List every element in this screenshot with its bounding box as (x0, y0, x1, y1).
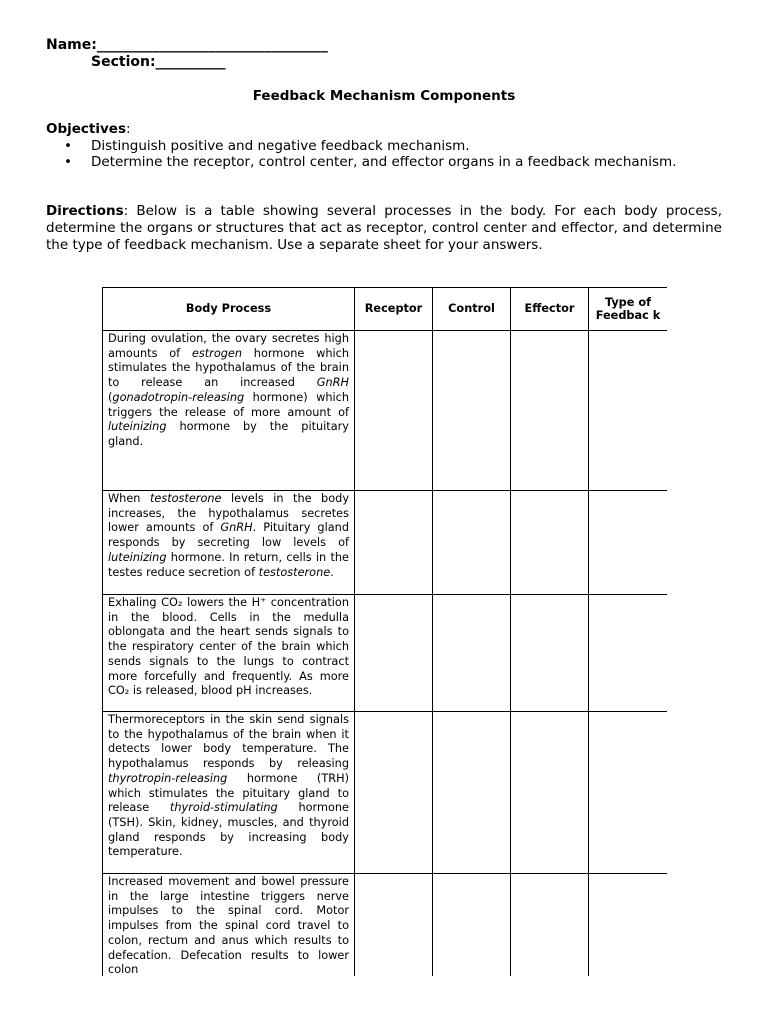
italic-term: estrogen (191, 346, 243, 360)
feedback-type-answer-cell (589, 874, 668, 977)
control-answer-cell (433, 595, 511, 712)
feedback-type-answer-cell (589, 491, 668, 595)
receptor-answer-cell (355, 874, 433, 977)
control-answer-cell (433, 491, 511, 595)
header-receptor: Receptor (355, 288, 433, 331)
process-text: hormone which stimulates the hypothalamus of the brain to release an increased (108, 346, 350, 390)
directions-text: : Below is a table showing several processes in the body. For each body process, determine the organs or structures that act as receptor, control center and effector, and determine the type of feedback mechanism. Use a separate sheet for your answers. (46, 203, 722, 253)
effector-answer-cell (511, 491, 589, 595)
control-answer-cell (433, 712, 511, 874)
effector-answer-cell (511, 595, 589, 712)
receptor-answer-cell (355, 595, 433, 712)
name-field-label: Name:_________________________________ (46, 37, 328, 53)
process-text: hormone) which triggers the release of more amount of (108, 390, 349, 419)
body-process-cell (103, 874, 355, 977)
objectives-heading: Objectives (46, 121, 126, 137)
objective-item: • Distinguish positive and negative feedback mechanism. (46, 138, 722, 155)
process-text: ( (108, 390, 113, 404)
italic-term: thyroid-stimulating (169, 801, 278, 815)
section-field-label: Section:__________ (91, 54, 226, 70)
italic-term: thyrotropin-releasing (108, 771, 228, 785)
process-text: hormone by the pituitary gland. (108, 420, 349, 448)
objective-item: • Determine the receptor, control center, and effector organs in a feedback mechanism. (46, 154, 722, 171)
control-answer-cell (433, 331, 511, 491)
process-text: . Pituitary gland responds by secreting low levels of (108, 521, 349, 550)
table-row (103, 874, 668, 977)
feedback-table (102, 287, 667, 976)
italic-term: luteinizing (108, 420, 167, 434)
feedback-table-container (102, 287, 667, 976)
body-process-cell (103, 712, 355, 874)
objectives-colon: : (126, 121, 131, 137)
body-process-cell (103, 331, 355, 491)
italic-term: GnRH (220, 521, 253, 535)
italic-term: testosterone (258, 565, 331, 579)
process-text: hormone. In return, cells in the testes reduce secretion of (108, 550, 349, 579)
receptor-answer-cell (355, 331, 433, 491)
italic-term: GnRH (316, 376, 349, 390)
table-row (103, 491, 668, 595)
body-process-cell (103, 491, 355, 595)
process-text: During ovulation, the ovary secretes high amounts of (108, 332, 349, 360)
italic-term: luteinizing (108, 550, 167, 564)
directions-block (46, 203, 722, 254)
effector-answer-cell (511, 331, 589, 491)
table-header-row (103, 288, 668, 331)
feedback-type-answer-cell (589, 331, 668, 491)
feedback-type-answer-cell (589, 712, 668, 874)
italic-term: gonadotropin-releasing (112, 390, 245, 404)
feedback-type-answer-cell (589, 595, 668, 712)
process-text: Thermoreceptors in the skin send signals to the hypothalamus of the brain when it detects lower body temperature. The hypothalamus responds by releasing (108, 713, 349, 771)
objectives-block (46, 121, 722, 171)
table-row (103, 712, 668, 874)
process-text: . (330, 565, 334, 579)
receptor-answer-cell (355, 712, 433, 874)
page-title: Feedback Mechanism Components (252, 88, 516, 104)
process-text: hormone (TSH). Skin, kidney, muscles, and thyroid gland responds by increasing body temperature. (108, 801, 349, 859)
receptor-answer-cell (355, 491, 433, 595)
process-text: levels in the body increases, the hypothalamus secretes lower amounts of (108, 492, 349, 535)
header-body-process: Body Process (103, 288, 355, 331)
table-row (103, 331, 668, 491)
process-text: hormone (TRH) which stimulates the pituitary gland to release (108, 771, 349, 815)
process-text: When (108, 492, 150, 505)
header-feedback-type: Type of Feedbac k (589, 288, 668, 331)
process-text: Exhaling CO₂ lowers the H⁺ concentration in the blood. Cells in the medulla oblongata and the heart sends signals to the respiratory center of the brain which sends signals to the lungs to contract more forcefully and frequently. As more CO₂ is released, blood pH increases. (108, 596, 349, 698)
directions-heading: Directions (46, 203, 124, 219)
header-effector: Effector (511, 288, 589, 331)
header-control: Control (433, 288, 511, 331)
italic-term: testosterone (149, 492, 222, 505)
objectives-list (46, 138, 722, 171)
control-answer-cell (433, 874, 511, 977)
effector-answer-cell (511, 712, 589, 874)
effector-answer-cell (511, 874, 589, 977)
table-row (103, 595, 668, 712)
process-text: Increased movement and bowel pressure in the large intestine triggers nerve impulses to the spinal cord. Motor impulses from the spinal cord travel to colon, rectum and anus which results to defecation. Defecation results to lower colon (108, 875, 349, 976)
body-process-cell (103, 595, 355, 712)
